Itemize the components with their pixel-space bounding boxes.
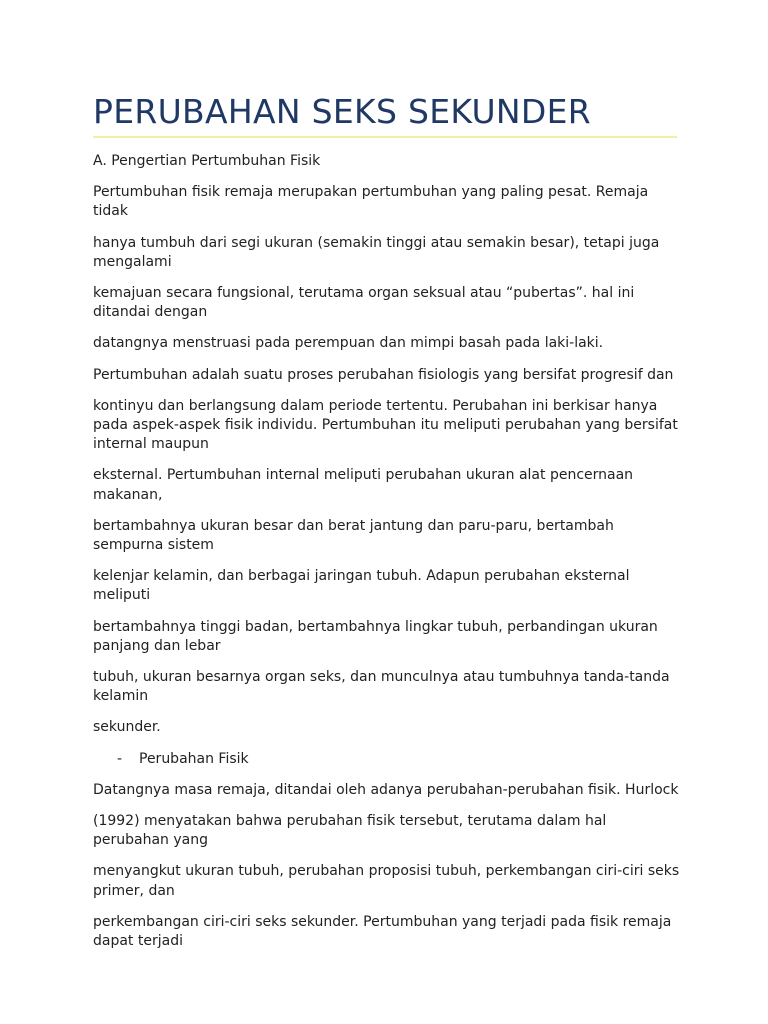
paragraph: kelenjar kelamin, dan berbagai jaringan tubuh. Adapun perubahan eksternal meliputi (93, 568, 630, 604)
document-title: PERUBAHAN SEKS SEKUNDER (93, 92, 591, 131)
paragraph: eksternal. Pertumbuhan internal meliputi perubahan ukuran alat pencernaan makanan, (93, 467, 634, 503)
paragraph: Datangnya masa remaja, ditandai oleh adanya perubahan-perubahan fisik. Hurlock (93, 781, 679, 798)
bullet-item (93, 750, 683, 769)
paragraph: (1992) menyatakan bahwa perubahan fisik tersebut, terutama dalam hal perubahan yang (93, 813, 607, 849)
bullet-text: Perubahan Fisik (139, 750, 249, 767)
paragraph: bertambahnya tinggi badan, bertambahnya lingkar tubuh, perbandingan ukuran panjang dan lebar (93, 618, 658, 654)
paragraph: Pertumbuhan adalah suatu proses perubahan fisiologis yang bersifat progresif dan (93, 366, 674, 383)
paragraph: sekunder. (93, 719, 161, 736)
title-underline (93, 136, 677, 138)
document-page (93, 0, 683, 963)
paragraph: bertambahnya ukuran besar dan berat jantung dan paru-paru, bertambah sempurna sistem (93, 517, 614, 554)
paragraph: menyangkut ukuran tubuh, perubahan proposisi tubuh, perkembangan ciri-ciri seks primer, dan (93, 863, 680, 899)
paragraph: hanya tumbuh dari segi ukuran (semakin tinggi atau semakin besar), tetapi juga mengalami (93, 234, 660, 270)
paragraph: kontinyu dan berlangsung dalam periode tertentu. Perubahan ini berkisar hanya pada aspek-aspek fisik individu. Pertumbuhan itu meliputi perubahan yang bersifat internal maupun (93, 397, 678, 453)
bullet-dash: - (117, 750, 123, 767)
paragraph: Pertumbuhan fisik remaja merupakan pertumbuhan yang paling pesat. Remaja tidak (93, 184, 649, 220)
paragraph: tubuh, ukuran besarnya organ seks, dan munculnya atau tumbuhnya tanda-tanda kelamin (93, 669, 670, 705)
paragraph: kemajuan secara fungsional, terutama organ seksual atau “pubertas”. hal ini ditandai dengan (93, 285, 635, 321)
paragraph: perkembangan ciri-ciri seks sekunder. Pertumbuhan yang terjadi pada fisik remaja dapat terjadi (93, 913, 672, 950)
section-heading: A. Pengertian Pertumbuhan Fisik (93, 153, 321, 169)
paragraph: datangnya menstruasi pada perempuan dan mimpi basah pada laki-laki. (93, 335, 604, 352)
document-body (93, 152, 683, 951)
